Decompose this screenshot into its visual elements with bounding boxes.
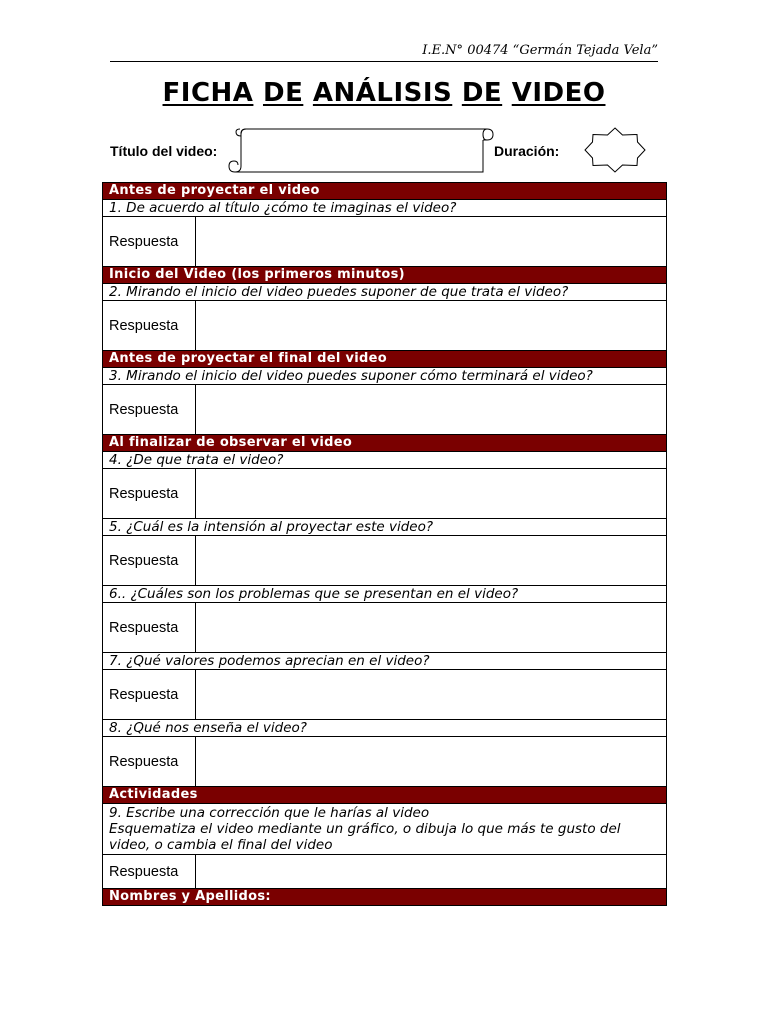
question-text: 1. De acuerdo al título ¿cómo te imaginas el video?: [103, 200, 667, 217]
title-word: DE: [262, 78, 304, 108]
answer-field[interactable]: [196, 855, 667, 889]
page-title: [0, 76, 768, 110]
answer-label: Respuesta: [103, 737, 196, 787]
answer-row: [103, 469, 667, 519]
answer-row: [103, 670, 667, 720]
question-line: 9. Escribe una corrección que le harías al video: [109, 805, 430, 821]
section-header: Al finalizar de observar el video: [103, 435, 667, 452]
question-text: 6.. ¿Cuáles son los problemas que se presentan en el video?: [103, 586, 667, 603]
answer-row: [103, 385, 667, 435]
answer-field[interactable]: [196, 536, 667, 586]
answer-row: [103, 855, 667, 889]
question-text: 8. ¿Qué nos enseña el video?: [103, 720, 667, 737]
answer-field[interactable]: [196, 670, 667, 720]
answer-label: Respuesta: [103, 603, 196, 653]
section-header: Actividades: [103, 787, 667, 804]
answer-field[interactable]: [196, 603, 667, 653]
question-row: [103, 519, 667, 536]
section-header-row: [103, 267, 667, 284]
answer-row: [103, 737, 667, 787]
duration-label: Duración:: [494, 143, 560, 159]
answer-row: [103, 301, 667, 351]
answer-label: Respuesta: [103, 217, 196, 267]
answer-row: [103, 536, 667, 586]
question-row: [103, 653, 667, 670]
question-row: [103, 200, 667, 217]
question-row: [103, 284, 667, 301]
answer-label: Respuesta: [103, 385, 196, 435]
section-header: Antes de proyectar el video: [103, 183, 667, 200]
question-text: 4. ¿De que trata el video?: [103, 452, 667, 469]
names-field-header[interactable]: Nombres y Apellidos:: [103, 889, 667, 906]
answer-field[interactable]: [196, 737, 667, 787]
question-row: [103, 368, 667, 385]
question-row: [103, 804, 667, 855]
question-row: [103, 452, 667, 469]
section-header-row: [103, 889, 667, 906]
title-word: VIDEO: [511, 78, 606, 108]
question-text: [103, 804, 667, 855]
answer-label: Respuesta: [103, 670, 196, 720]
title-word: ANÁLISIS: [312, 78, 453, 108]
answer-row: [103, 603, 667, 653]
section-header-row: [103, 435, 667, 452]
answer-field[interactable]: [196, 217, 667, 267]
scroll-banner-shape[interactable]: [225, 126, 495, 176]
question-text: 5. ¿Cuál es la intensión al proyectar este video?: [103, 519, 667, 536]
title-word: FICHA: [162, 78, 254, 108]
answer-row: [103, 217, 667, 267]
question-text: 7. ¿Qué valores podemos aprecian en el video?: [103, 653, 667, 670]
answer-field[interactable]: [196, 385, 667, 435]
school-header: I.E.N° 00474 “Germán Tejada Vela”: [422, 43, 658, 58]
section-header-row: [103, 351, 667, 368]
video-title-label: Título del video:: [110, 143, 218, 159]
header-divider: [110, 61, 658, 62]
answer-label: Respuesta: [103, 536, 196, 586]
answer-field[interactable]: [196, 301, 667, 351]
question-text: 3. Mirando el inicio del video puedes suponer cómo terminará el video?: [103, 368, 667, 385]
section-header: Antes de proyectar el final del video: [103, 351, 667, 368]
answer-field[interactable]: [196, 469, 667, 519]
analysis-form-table: [102, 182, 667, 906]
question-row: [103, 720, 667, 737]
eight-point-star-shape[interactable]: [583, 126, 647, 174]
question-line: Esquematiza el video mediante un gráfico, o dibuja lo que más te gusto del video, o cambia el final del video: [109, 821, 621, 853]
section-header-row: [103, 183, 667, 200]
section-header-row: [103, 787, 667, 804]
section-header: Inicio del Video (los primeros minutos): [103, 267, 667, 284]
answer-label: Respuesta: [103, 469, 196, 519]
question-text: 2. Mirando el inicio del video puedes suponer de que trata el video?: [103, 284, 667, 301]
question-row: [103, 586, 667, 603]
answer-label: Respuesta: [103, 301, 196, 351]
answer-label: Respuesta: [103, 855, 196, 889]
title-word: DE: [461, 78, 503, 108]
